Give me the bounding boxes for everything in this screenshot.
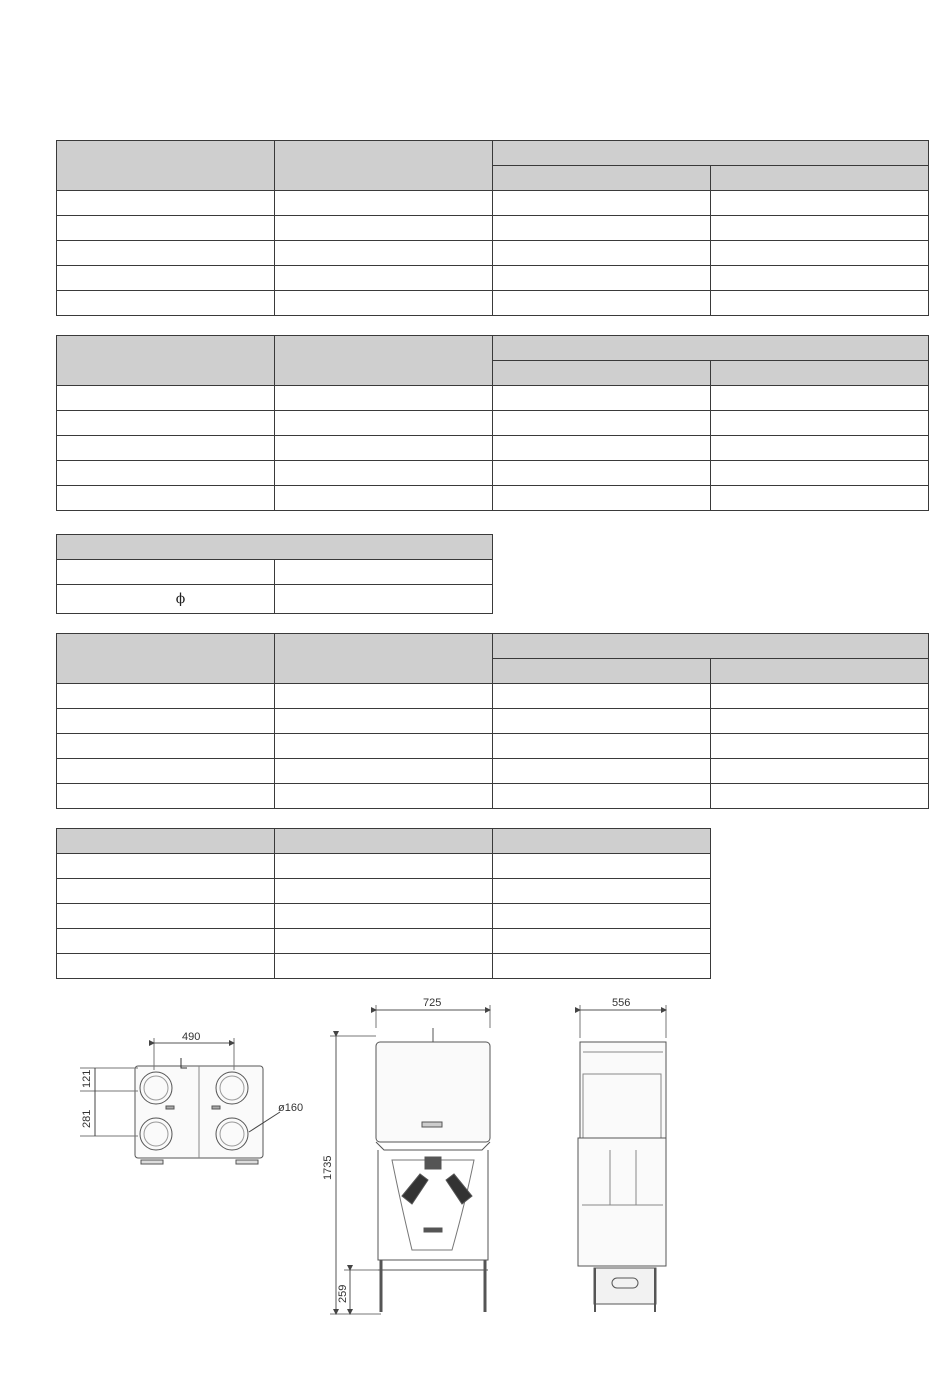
- front-view-drawing: [330, 1005, 490, 1314]
- dim-490: 490: [182, 1031, 201, 1043]
- dim-duct-160: ø160: [278, 1102, 304, 1114]
- top-view-drawing: [80, 1038, 280, 1164]
- dim-1735: 1735: [322, 1155, 334, 1180]
- side-view-drawing: [578, 1005, 666, 1312]
- dim-556: 556: [612, 997, 631, 1009]
- dim-259: 259: [337, 1284, 349, 1303]
- dim-121: 121: [81, 1069, 93, 1088]
- phi-symbol: ϕ: [175, 591, 186, 607]
- dim-281: 281: [81, 1109, 93, 1128]
- dim-725: 725: [423, 997, 442, 1009]
